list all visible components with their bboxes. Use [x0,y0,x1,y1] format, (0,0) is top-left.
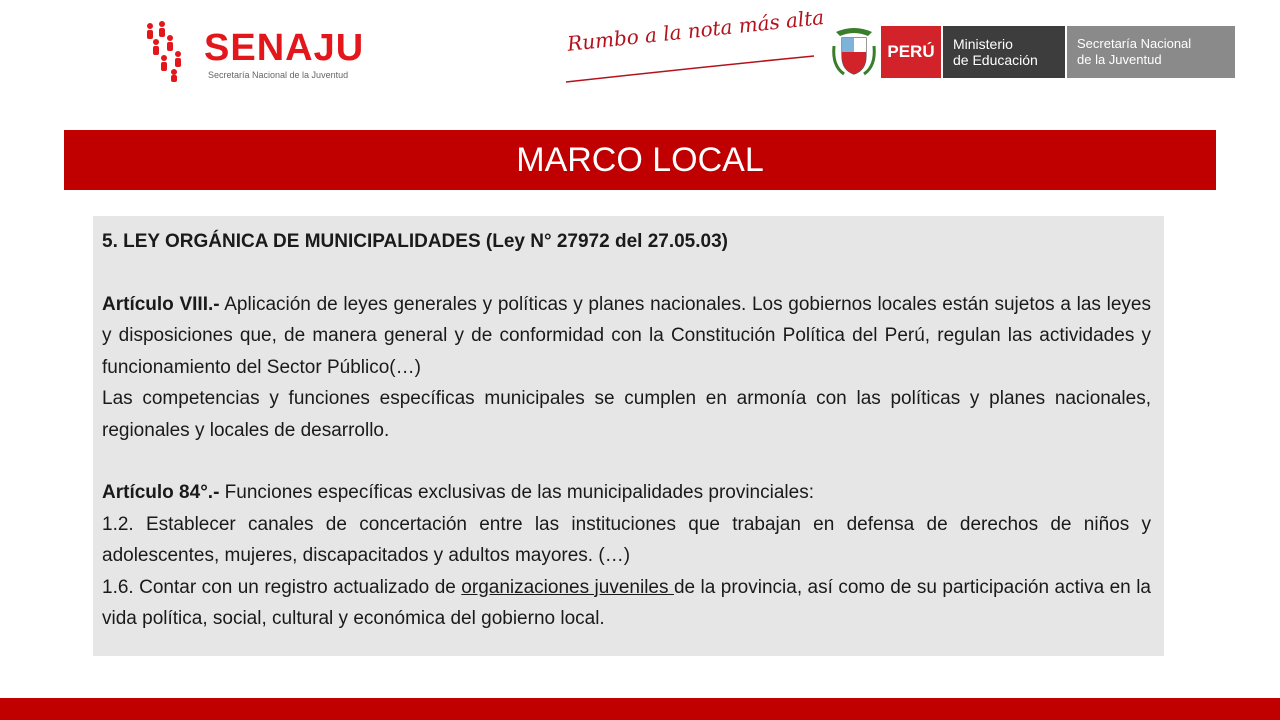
ministry-line-1: Ministerio [953,36,1013,52]
ministry-of-education-label [943,26,1065,78]
secretariat-line-2: de la Juventud [1077,52,1162,67]
slogan [562,5,826,82]
slogan-swoosh-icon [562,46,822,86]
article-8-paragraph [102,289,1151,384]
article-84-text: Funciones específicas exclusivas de las municipalidades provinciales: [219,482,814,503]
article-8-text: Aplicación de leyes generales y políticas y planes nacionales. Los gobiernos locales están sujetos a las leyes y disposiciones que, de manera general y de conformidad con la Constitución Política del Perú, regulan las actividades y funcionamiento del Sector Público(…) [102,293,1151,378]
item-1-2: 1.2. Establecer canales de concertación entre las instituciones que trabajan en defensa de derechos de niños y adolescentes, mujeres, discapacitados y adultos mayores. (…) [102,513,1151,566]
item-1-6 [102,572,1151,635]
senaju-logo-subtitle: Secretaría Nacional de la Juventud [208,70,349,80]
secretariat-label [1067,26,1235,78]
slogan-text: Rumbo a la nota más alta [566,5,826,56]
coat-of-arms-icon [830,26,878,78]
article-8-paragraph-2: Las competencias y funciones específicas municipales se cumplen en armonía con las políticas y planes nacionales, regionales y locales de desarrollo. [102,388,1151,441]
ministry-line-2: de Educación [953,52,1038,68]
law-heading: 5. LEY ORGÁNICA DE MUNICIPALIDADES (Ley N° 27972 del 27.05.03) [102,231,728,252]
content-panel [93,216,1164,656]
senaju-logo [140,18,390,88]
item-1-6-pre: 1.6. Contar con un registro actualizado de [102,576,462,598]
article-84-label: Artículo 84°.- [102,482,220,503]
article-84-paragraph [102,477,1151,509]
people-figures-icon [140,18,200,82]
peru-label: PERÚ [881,26,941,78]
item-1-6-underlined: organizaciones juveniles [461,576,674,598]
item-1-6-post: de la provincia, así como de su participación activa en la vida política, social, cultural y económica del gobierno local. [102,576,1151,629]
article-8-label: Artículo VIII.- [102,293,220,315]
senaju-logo-text: SENAJU [204,27,365,69]
secretariat-line-1: Secretaría Nacional [1077,36,1192,51]
footer-bar [0,698,1280,720]
page-title: MARCO LOCAL [64,130,1216,190]
